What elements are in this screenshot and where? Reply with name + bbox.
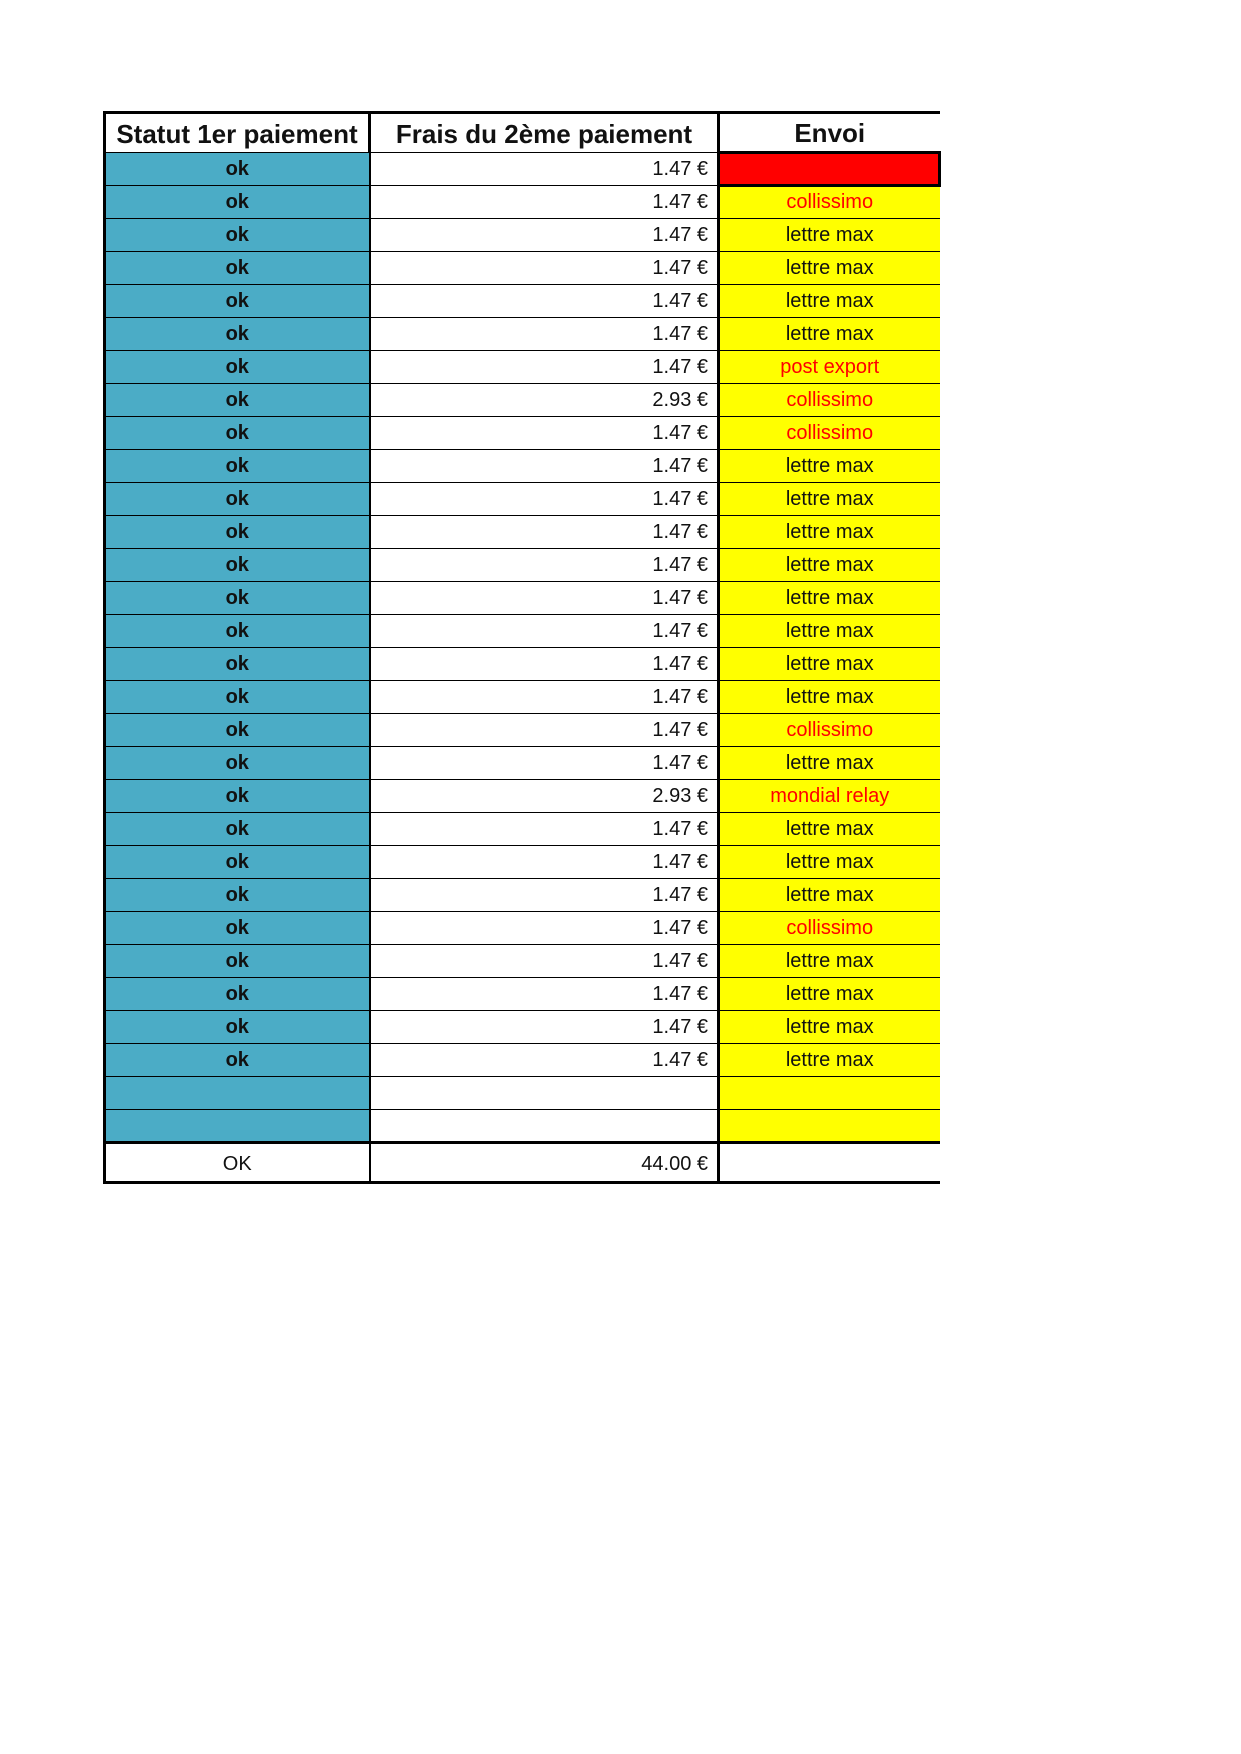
fee-cell[interactable]: 1.47 € bbox=[370, 912, 719, 945]
fee-cell[interactable]: 1.47 € bbox=[370, 747, 719, 780]
status-cell[interactable]: ok bbox=[105, 978, 370, 1011]
status-cell[interactable]: ok bbox=[105, 351, 370, 384]
shipping-cell[interactable]: lettre max bbox=[719, 582, 940, 615]
shipping-cell[interactable]: lettre max bbox=[719, 450, 940, 483]
payments-table bbox=[103, 111, 941, 1184]
status-cell[interactable]: ok bbox=[105, 780, 370, 813]
status-cell[interactable]: ok bbox=[105, 219, 370, 252]
shipping-cell[interactable]: collissimo bbox=[719, 417, 940, 450]
table-row bbox=[105, 219, 940, 252]
table-row bbox=[105, 549, 940, 582]
status-cell[interactable]: ok bbox=[105, 450, 370, 483]
shipping-cell[interactable]: collissimo bbox=[719, 186, 940, 219]
shipping-cell[interactable]: lettre max bbox=[719, 681, 940, 714]
shipping-cell[interactable]: lettre max bbox=[719, 1011, 940, 1044]
fee-cell[interactable]: 1.47 € bbox=[370, 318, 719, 351]
status-cell[interactable]: ok bbox=[105, 483, 370, 516]
status-cell[interactable]: ok bbox=[105, 813, 370, 846]
status-cell[interactable]: ok bbox=[105, 582, 370, 615]
fee-cell[interactable]: 2.93 € bbox=[370, 384, 719, 417]
table-row bbox=[105, 582, 940, 615]
fee-cell[interactable]: 1.47 € bbox=[370, 153, 719, 186]
shipping-cell[interactable]: lettre max bbox=[719, 516, 940, 549]
status-cell[interactable]: ok bbox=[105, 714, 370, 747]
table-row bbox=[105, 417, 940, 450]
total-fee-cell[interactable]: 44.00 € bbox=[370, 1143, 719, 1183]
shipping-cell[interactable]: lettre max bbox=[719, 879, 940, 912]
status-cell[interactable]: ok bbox=[105, 285, 370, 318]
spreadsheet bbox=[103, 111, 938, 1184]
fee-cell[interactable]: 1.47 € bbox=[370, 813, 719, 846]
total-row bbox=[105, 1143, 940, 1183]
fee-cell[interactable]: 1.47 € bbox=[370, 582, 719, 615]
table-row bbox=[105, 714, 940, 747]
shipping-cell[interactable]: lettre max bbox=[719, 978, 940, 1011]
shipping-cell[interactable]: lettre max bbox=[719, 846, 940, 879]
status-cell[interactable]: ok bbox=[105, 153, 370, 186]
table-row bbox=[105, 615, 940, 648]
shipping-cell[interactable]: lettre max bbox=[719, 945, 940, 978]
shipping-cell[interactable]: lettre max bbox=[719, 615, 940, 648]
shipping-cell[interactable]: lettre max bbox=[719, 318, 940, 351]
shipping-cell[interactable] bbox=[719, 1077, 940, 1110]
header-status[interactable]: Statut 1er paiement bbox=[105, 113, 370, 153]
table-row bbox=[105, 384, 940, 417]
shipping-cell[interactable]: lettre max bbox=[719, 285, 940, 318]
status-cell[interactable]: ok bbox=[105, 681, 370, 714]
table-row bbox=[105, 186, 940, 219]
total-shipping-cell[interactable] bbox=[719, 1143, 940, 1183]
shipping-cell[interactable] bbox=[719, 1110, 940, 1143]
status-cell[interactable]: ok bbox=[105, 318, 370, 351]
fee-cell[interactable]: 1.47 € bbox=[370, 714, 719, 747]
shipping-cell[interactable]: lettre max bbox=[719, 747, 940, 780]
table-row bbox=[105, 483, 940, 516]
fee-cell[interactable]: 1.47 € bbox=[370, 1044, 719, 1077]
fee-cell[interactable]: 1.47 € bbox=[370, 417, 719, 450]
total-status-cell[interactable]: OK bbox=[105, 1143, 370, 1183]
fee-cell[interactable]: 1.47 € bbox=[370, 549, 719, 582]
fee-cell[interactable]: 1.47 € bbox=[370, 285, 719, 318]
status-cell[interactable]: ok bbox=[105, 879, 370, 912]
status-cell[interactable] bbox=[105, 1110, 370, 1143]
table-row bbox=[105, 945, 940, 978]
shipping-cell[interactable]: lettre max bbox=[719, 549, 940, 582]
fee-cell[interactable]: 1.47 € bbox=[370, 879, 719, 912]
fee-cell[interactable]: 1.47 € bbox=[370, 450, 719, 483]
table-row bbox=[105, 285, 940, 318]
table-row bbox=[105, 1110, 940, 1143]
fee-cell[interactable]: 1.47 € bbox=[370, 516, 719, 549]
status-cell[interactable]: ok bbox=[105, 1011, 370, 1044]
fee-cell[interactable]: 1.47 € bbox=[370, 681, 719, 714]
status-cell[interactable]: ok bbox=[105, 648, 370, 681]
table-body bbox=[105, 153, 940, 1143]
fee-cell[interactable]: 1.47 € bbox=[370, 945, 719, 978]
shipping-cell[interactable]: lettre max bbox=[719, 648, 940, 681]
table-row bbox=[105, 1011, 940, 1044]
fee-cell[interactable]: 1.47 € bbox=[370, 846, 719, 879]
header-row bbox=[105, 113, 940, 153]
table-row bbox=[105, 450, 940, 483]
shipping-cell[interactable]: lettre max bbox=[719, 252, 940, 285]
shipping-cell[interactable]: mondial relay bbox=[719, 780, 940, 813]
fee-cell[interactable]: 1.47 € bbox=[370, 219, 719, 252]
fee-cell[interactable]: 1.47 € bbox=[370, 351, 719, 384]
status-cell[interactable]: ok bbox=[105, 516, 370, 549]
fee-cell[interactable]: 1.47 € bbox=[370, 186, 719, 219]
status-cell[interactable]: ok bbox=[105, 945, 370, 978]
table-row bbox=[105, 1077, 940, 1110]
status-cell[interactable]: ok bbox=[105, 417, 370, 450]
table-row bbox=[105, 912, 940, 945]
status-cell[interactable]: ok bbox=[105, 615, 370, 648]
status-cell[interactable] bbox=[105, 1077, 370, 1110]
shipping-cell[interactable]: lettre max bbox=[719, 1044, 940, 1077]
status-cell[interactable]: ok bbox=[105, 384, 370, 417]
table-row bbox=[105, 318, 940, 351]
status-cell[interactable]: ok bbox=[105, 549, 370, 582]
shipping-cell[interactable]: collissimo bbox=[719, 714, 940, 747]
status-cell[interactable]: ok bbox=[105, 1044, 370, 1077]
status-cell[interactable]: ok bbox=[105, 912, 370, 945]
header-fee[interactable]: Frais du 2ème paiement bbox=[370, 113, 719, 153]
fee-cell[interactable]: 1.47 € bbox=[370, 252, 719, 285]
shipping-cell[interactable]: lettre max bbox=[719, 483, 940, 516]
fee-cell[interactable] bbox=[370, 1077, 719, 1110]
fee-cell[interactable]: 1.47 € bbox=[370, 615, 719, 648]
table-row bbox=[105, 1044, 940, 1077]
table-row bbox=[105, 648, 940, 681]
shipping-cell[interactable] bbox=[719, 153, 940, 186]
status-cell[interactable]: ok bbox=[105, 186, 370, 219]
table-row bbox=[105, 351, 940, 384]
table-row bbox=[105, 252, 940, 285]
fee-cell[interactable] bbox=[370, 1110, 719, 1143]
fee-cell[interactable]: 1.47 € bbox=[370, 648, 719, 681]
status-cell[interactable]: ok bbox=[105, 846, 370, 879]
fee-cell[interactable]: 1.47 € bbox=[370, 978, 719, 1011]
shipping-cell[interactable]: collissimo bbox=[719, 912, 940, 945]
shipping-cell[interactable]: lettre max bbox=[719, 219, 940, 252]
table-row bbox=[105, 681, 940, 714]
shipping-cell[interactable]: post export bbox=[719, 351, 940, 384]
header-shipping[interactable]: Envoi bbox=[719, 113, 940, 153]
fee-cell[interactable]: 1.47 € bbox=[370, 1011, 719, 1044]
shipping-cell[interactable]: collissimo bbox=[719, 384, 940, 417]
table-row bbox=[105, 846, 940, 879]
status-cell[interactable]: ok bbox=[105, 747, 370, 780]
fee-cell[interactable]: 1.47 € bbox=[370, 483, 719, 516]
table-row bbox=[105, 879, 940, 912]
table-row bbox=[105, 153, 940, 186]
fee-cell[interactable]: 2.93 € bbox=[370, 780, 719, 813]
table-row bbox=[105, 780, 940, 813]
table-row bbox=[105, 978, 940, 1011]
status-cell[interactable]: ok bbox=[105, 252, 370, 285]
shipping-cell[interactable]: lettre max bbox=[719, 813, 940, 846]
table-row bbox=[105, 813, 940, 846]
table-row bbox=[105, 516, 940, 549]
table-row bbox=[105, 747, 940, 780]
